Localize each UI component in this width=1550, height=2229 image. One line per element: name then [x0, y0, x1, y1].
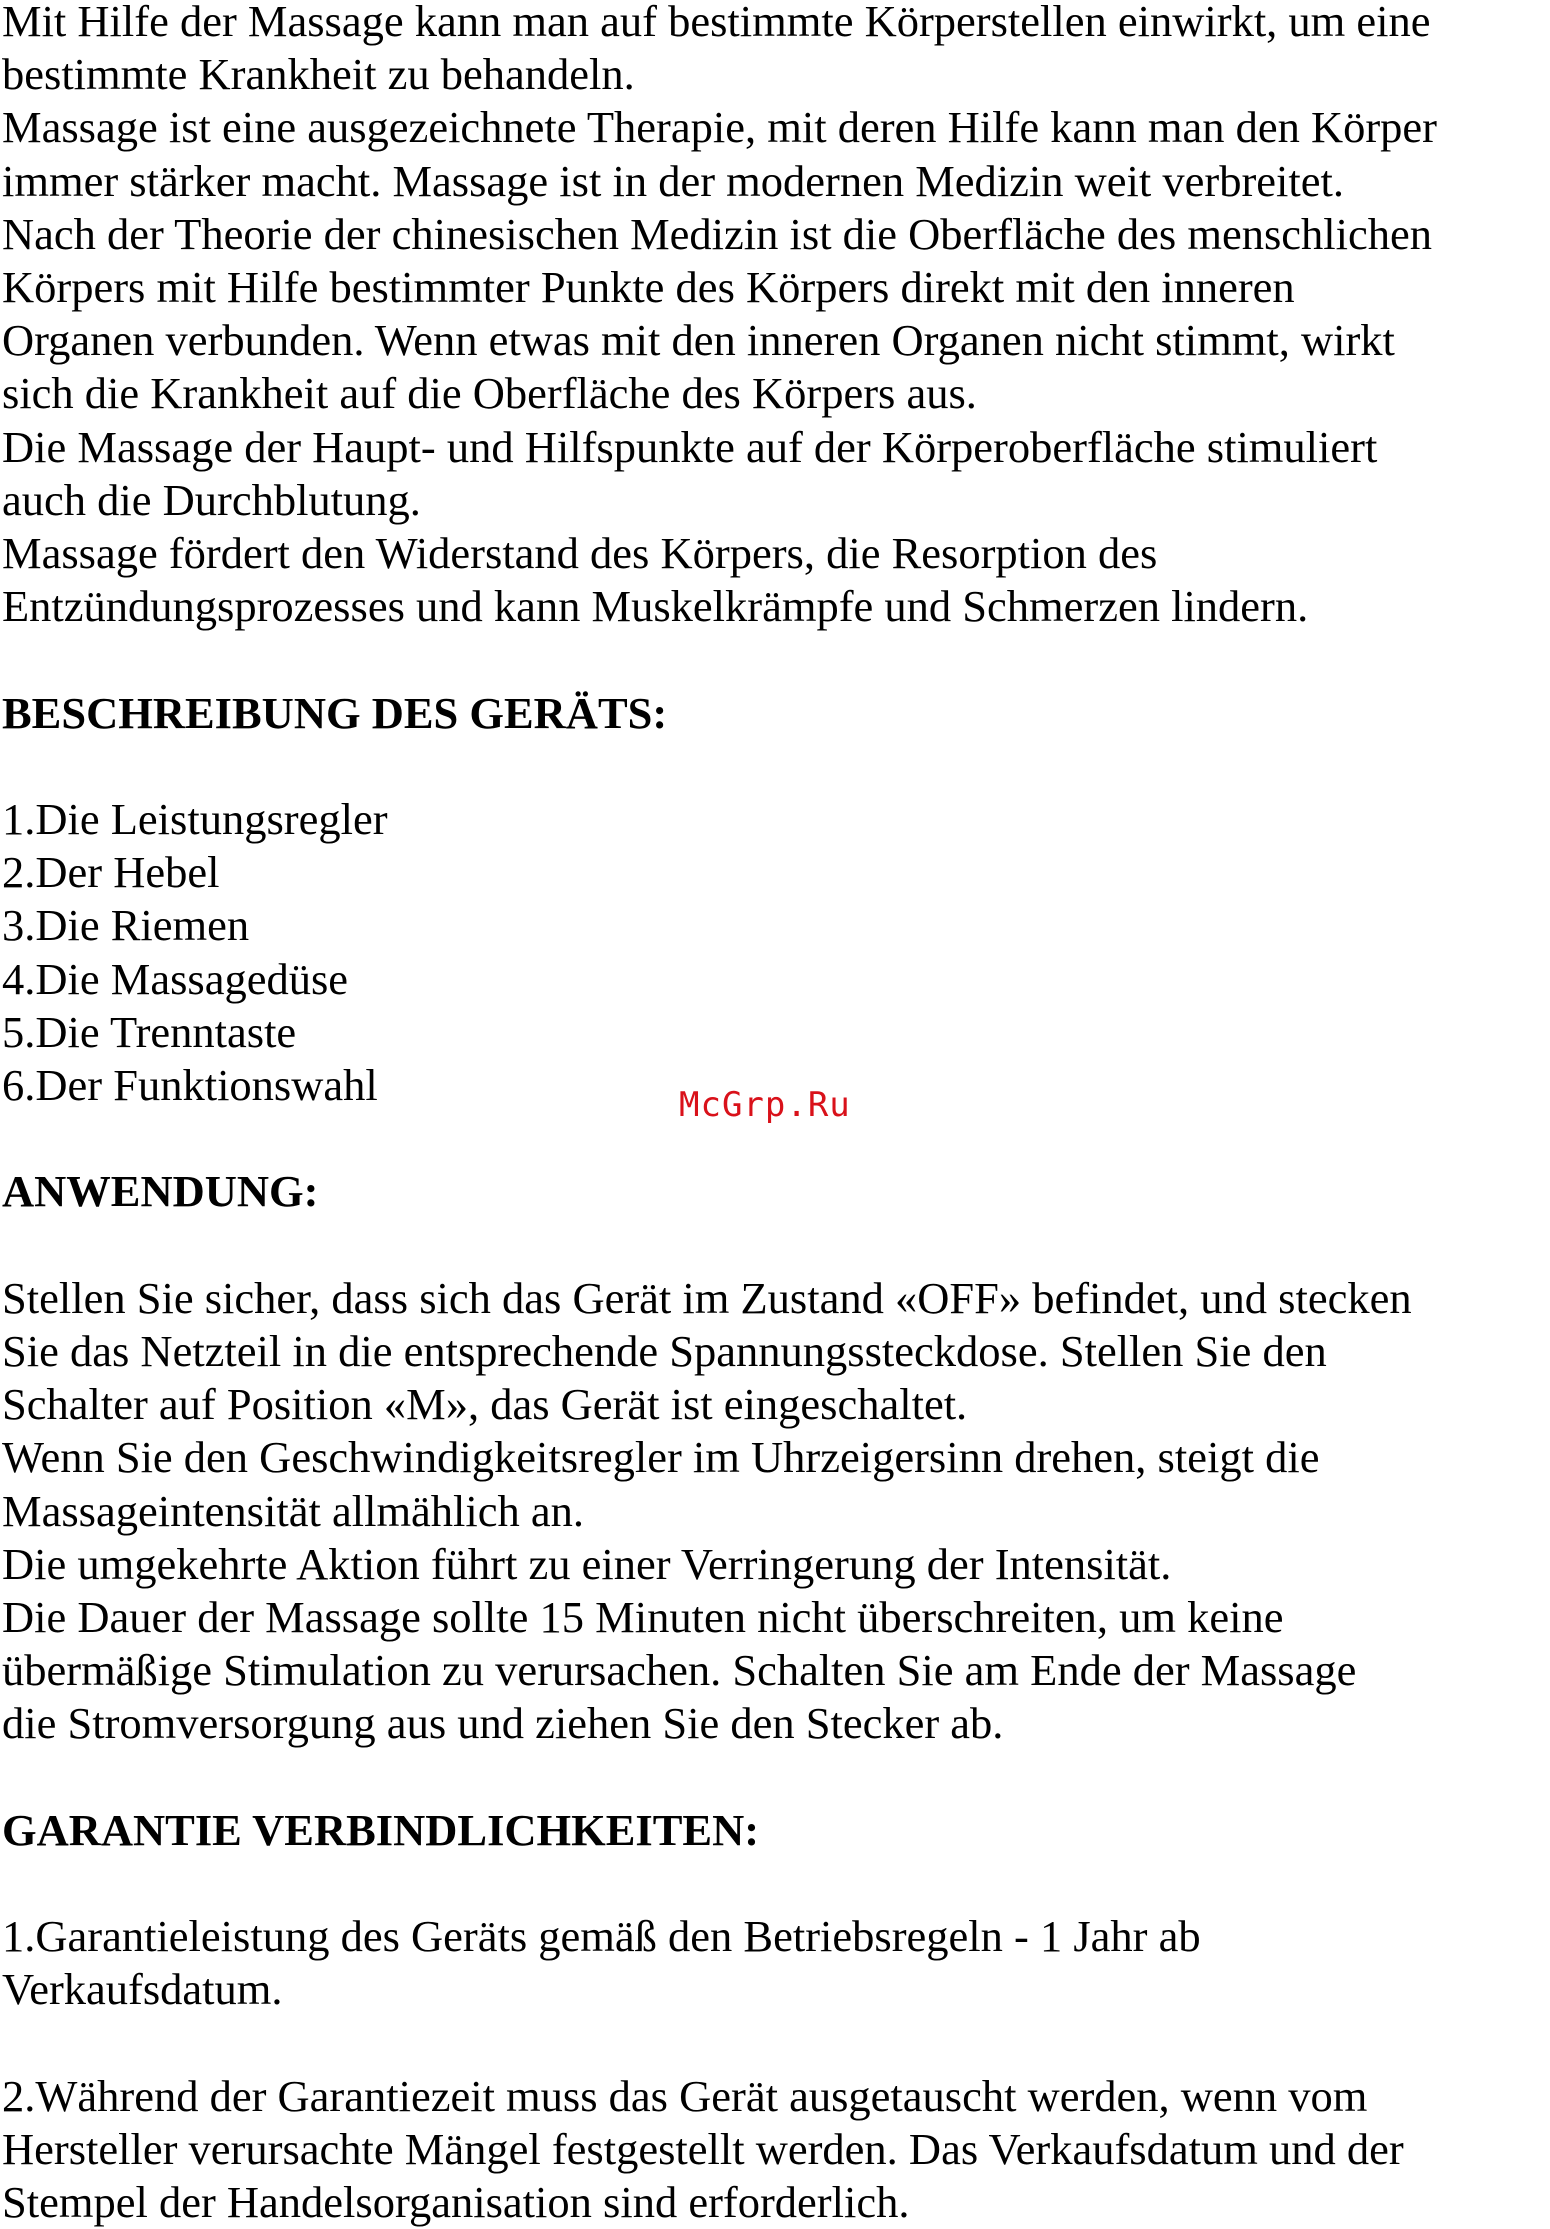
- spacer: [2, 1219, 1542, 1272]
- text-line: Massage fördert den Widerstand des Körpers, die Resorption des: [2, 528, 1158, 579]
- text-line: Sie das Netzteil in die entsprechende Spannungssteckdose. Stellen Sie den: [2, 1326, 1327, 1377]
- warranty-clause-line: 1.Garantieleistung des Geräts gemäß den Betriebsregeln - 1 Jahr ab: [2, 1911, 1201, 1962]
- text-line: Entzündungsprozesses und kann Muskelkrämpfe und Schmerzen lindern.: [2, 581, 1309, 632]
- section-heading-description: BESCHREIBUNG DES GERÄTS:: [2, 687, 668, 738]
- text-line: Stellen Sie sicher, dass sich das Gerät im Zustand «OFF» befindet, und stecken: [2, 1272, 1412, 1323]
- text-line: bestimmte Krankheit zu behandeln.: [2, 49, 635, 100]
- description-section: [2, 687, 1542, 1113]
- parts-list-item: 3.Die Riemen: [2, 900, 250, 951]
- text-line: Nach der Theorie der chinesischen Medizin ist die Oberfläche des menschlichen: [2, 208, 1433, 259]
- spacer: [2, 740, 1542, 793]
- text-line: Die umgekehrte Aktion führt zu einer Verringerung der Intensität.: [2, 1538, 1172, 1589]
- text-line: Schalter auf Position «M», das Gerät ist eingeschaltet.: [2, 1379, 968, 1430]
- spacer: [2, 1751, 1542, 1804]
- warranty-clause-line: Hersteller verursachte Mängel festgestellt werden. Das Verkaufsdatum und der: [2, 2124, 1404, 2175]
- text-line: Massage ist eine ausgezeichnete Therapie, mit deren Hilfe kann man den Körper: [2, 102, 1437, 153]
- text-line: Organen verbunden. Wenn etwas mit den inneren Organen nicht stimmt, wirkt: [2, 315, 1395, 366]
- text-line: sich die Krankheit auf die Oberfläche des Körpers aus.: [2, 368, 977, 419]
- text-line: Körpers mit Hilfe bestimmter Punkte des Körpers direkt mit den inneren: [2, 262, 1295, 313]
- parts-list-item: 4.Die Massagedüse: [2, 953, 349, 1004]
- warranty-section: [2, 1804, 1542, 2229]
- text-line: Massageintensität allmählich an.: [2, 1485, 585, 1536]
- parts-list-item: 5.Die Trenntaste: [2, 1006, 297, 1057]
- text-line: Die Massage der Haupt- und Hilfspunkte auf der Körperoberfläche stimuliert: [2, 421, 1378, 472]
- parts-list-item: 2.Der Hebel: [2, 847, 220, 898]
- warranty-clause-line: 2.Während der Garantiezeit muss das Gerät ausgetauscht werden, wenn vom: [2, 2070, 1368, 2121]
- parts-list-item: 1.Die Leistungsregler: [2, 794, 388, 845]
- text-line: übermäßige Stimulation zu verursachen. Schalten Sie am Ende der Massage: [2, 1645, 1357, 1696]
- text-line: Mit Hilfe der Massage kann man auf bestimmte Körperstellen einwirkt, um eine: [2, 0, 1431, 46]
- usage-section: [2, 1165, 1542, 1750]
- section-heading-usage: ANWENDUNG:: [2, 1166, 319, 1217]
- text-line: Die Dauer der Massage sollte 15 Minuten nicht überschreiten, um keine: [2, 1592, 1284, 1643]
- text-line: die Stromversorgung aus und ziehen Sie den Stecker ab.: [2, 1698, 1004, 1749]
- parts-list-item: 6.Der Funktionswahl: [2, 1060, 378, 1111]
- text-line: immer stärker macht. Massage ist in der modernen Medizin weit verbreitet.: [2, 155, 1344, 206]
- spacer: [2, 1857, 1542, 1910]
- warranty-clause-line: Stempel der Handelsorganisation sind erforderlich.: [2, 2177, 910, 2228]
- text-line: Wenn Sie den Geschwindigkeitsregler im Uhrzeigersinn drehen, steigt die: [2, 1432, 1320, 1483]
- spacer: [2, 2017, 1542, 2070]
- warranty-clause-line: Verkaufsdatum.: [2, 1964, 283, 2015]
- text-line: auch die Durchblutung.: [2, 474, 421, 525]
- section-heading-warranty: GARANTIE VERBINDLICHKEITEN:: [2, 1804, 760, 1855]
- spacer: [2, 633, 1542, 686]
- watermark-logo: McGrp.Ru: [679, 1085, 851, 1125]
- intro-section: [2, 0, 1542, 633]
